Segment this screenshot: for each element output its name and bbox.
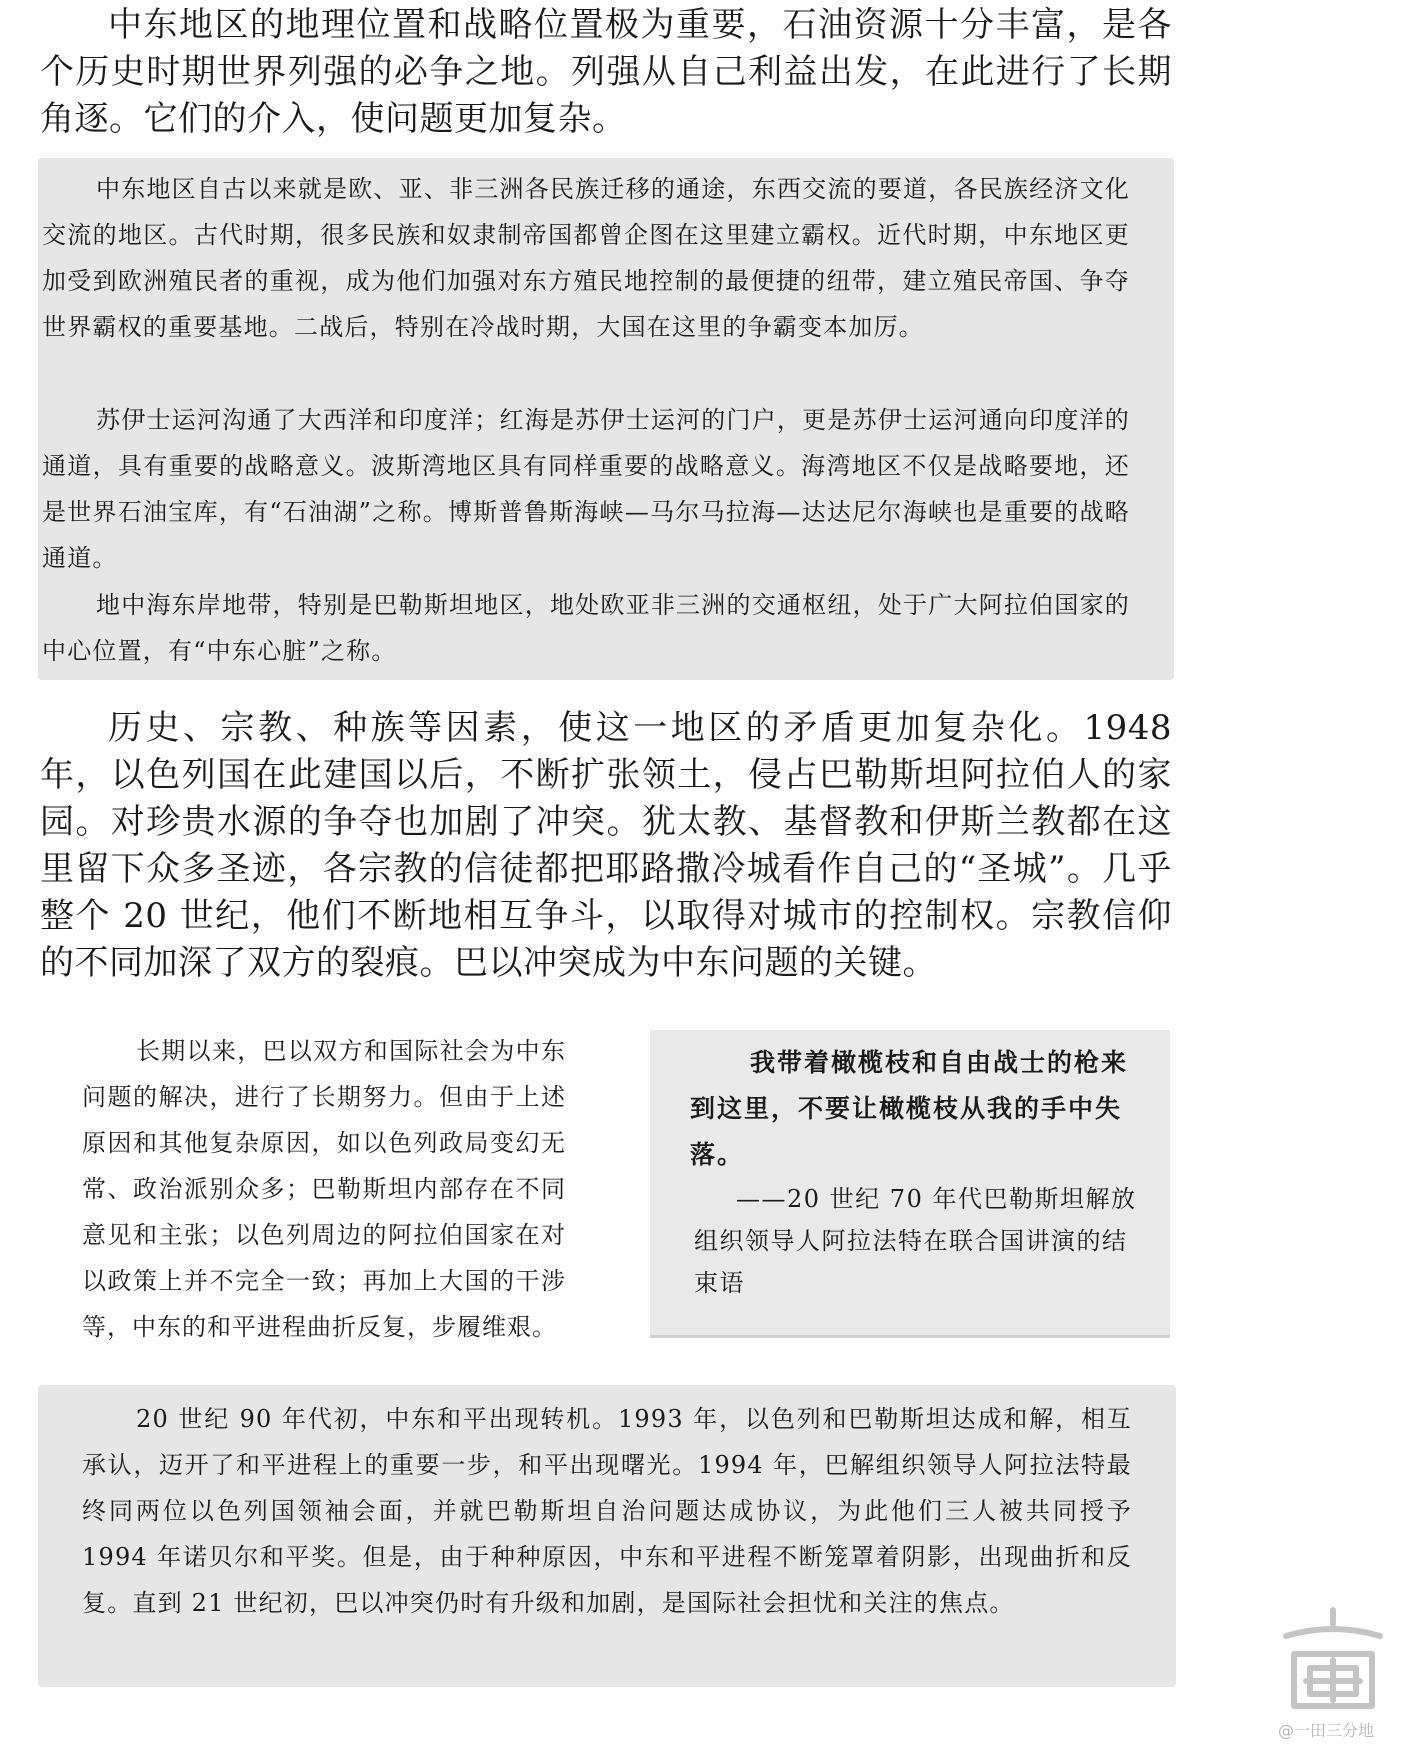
reading-box-paragraph-straits: 苏伊士运河沟通了大西洋和印度洋；红海是苏伊士运河的门户，更是苏伊士运河通向印度洋的通道，具有重要的战略意义。波斯湾地区具有同样重要的战略意义。海湾地区不仅是战略要地，还是世界石油宝库，有“石油湖”之称。博斯普鲁斯海峡—马尔马拉海—达达尼尔海峡也是重要的战略通道。 [42,406,1130,572]
body-paragraph-intro: 中东地区的地理位置和战略位置极为重要，石油资源十分丰富，是各个历史时期世界列强的必争之地。列强从自己利益出发，在此进行了长期角逐。它们的介入，使问题更加复杂。 [40,5,1172,139]
quote-text: 我带着橄榄枝和自由战士的枪来到这里，不要让橄榄枝从我的手中失落。 [690,1048,1129,1169]
reading-box-paragraph-peace-process: 20 世纪 90 年代初，中东和平出现转机。1993 年，以色列和巴勒斯坦达成和解，相互承认，迈开了和平进程上的重要一步，和平出现曙光。1994 年，巴解组织领导人阿拉法特最终同两位以色列国领袖会面，并就巴勒斯坦自治问题达成协议，为此他们三人被共同授予 1994 年诺贝尔和平奖。但是，由于种种原因，中东和平进程不断笼罩着阴影，出现曲折和反复。直到 21 世纪初，巴以冲突仍时有升级和加剧，是国际社会担忧和关注的焦点。 [82,1405,1132,1617]
quote-attribution: ——20 世纪 70 年代巴勒斯坦解放组织领导人阿拉法特在联合国讲演的结束语 [694,1185,1137,1297]
watermark-text: @一田三分地 [1278,1721,1375,1740]
side-paragraph-peace-efforts: 长期以来，巴以双方和国际社会为中东问题的解决，进行了长期努力。但由于上述原因和其他复杂原因，如以色列政局变幻无常、政治派别众多；巴勒斯坦内部存在不同意见和主张；以色列周边的阿拉伯国家在对以政策上并不完全一致；再加上大国的干涉等，中东的和平进程曲折反复，步履维艰。 [82,1037,566,1341]
reading-box-paragraph-history: 中东地区自古以来就是欧、亚、非三洲各民族迁移的通途，东西交流的要道，各民族经济文化交流的地区。古代时期，很多民族和奴隶制帝国都曾企图在这里建立霸权。近代时期，中东地区更加受到欧洲殖民者的重视，成为他们加强对东方殖民地控制的最便捷的纽带，建立殖民帝国、争夺世界霸权的重要基地。二战后，特别在冷战时期，大国在这里的争霸变本加厉。 [42,175,1130,341]
reading-box-paragraph-palestine: 地中海东岸地带，特别是巴勒斯坦地区，地处欧亚非三洲的交通枢纽，处于广大阿拉伯国家的中心位置，有“中东心脏”之称。 [42,591,1130,665]
weibo-logo-icon [1268,1602,1398,1722]
body-paragraph-conflict: 历史、宗教、种族等因素，使这一地区的矛盾更加复杂化。1948 年，以色列国在此建国以后，不断扩张领土，侵占巴勒斯坦阿拉伯人的家园。对珍贵水源的争夺也加剧了冲突。犹太教、基督教和伊斯兰教都在这里留下众多圣迹，各宗教的信徒都把耶路撒冷城看作自己的“圣城”。几乎整个 20 世纪，他们不断地相互争斗，以取得对城市的控制权。宗教信仰的不同加深了双方的裂痕。巴以冲突成为中东问题的关键。 [40,708,1172,983]
